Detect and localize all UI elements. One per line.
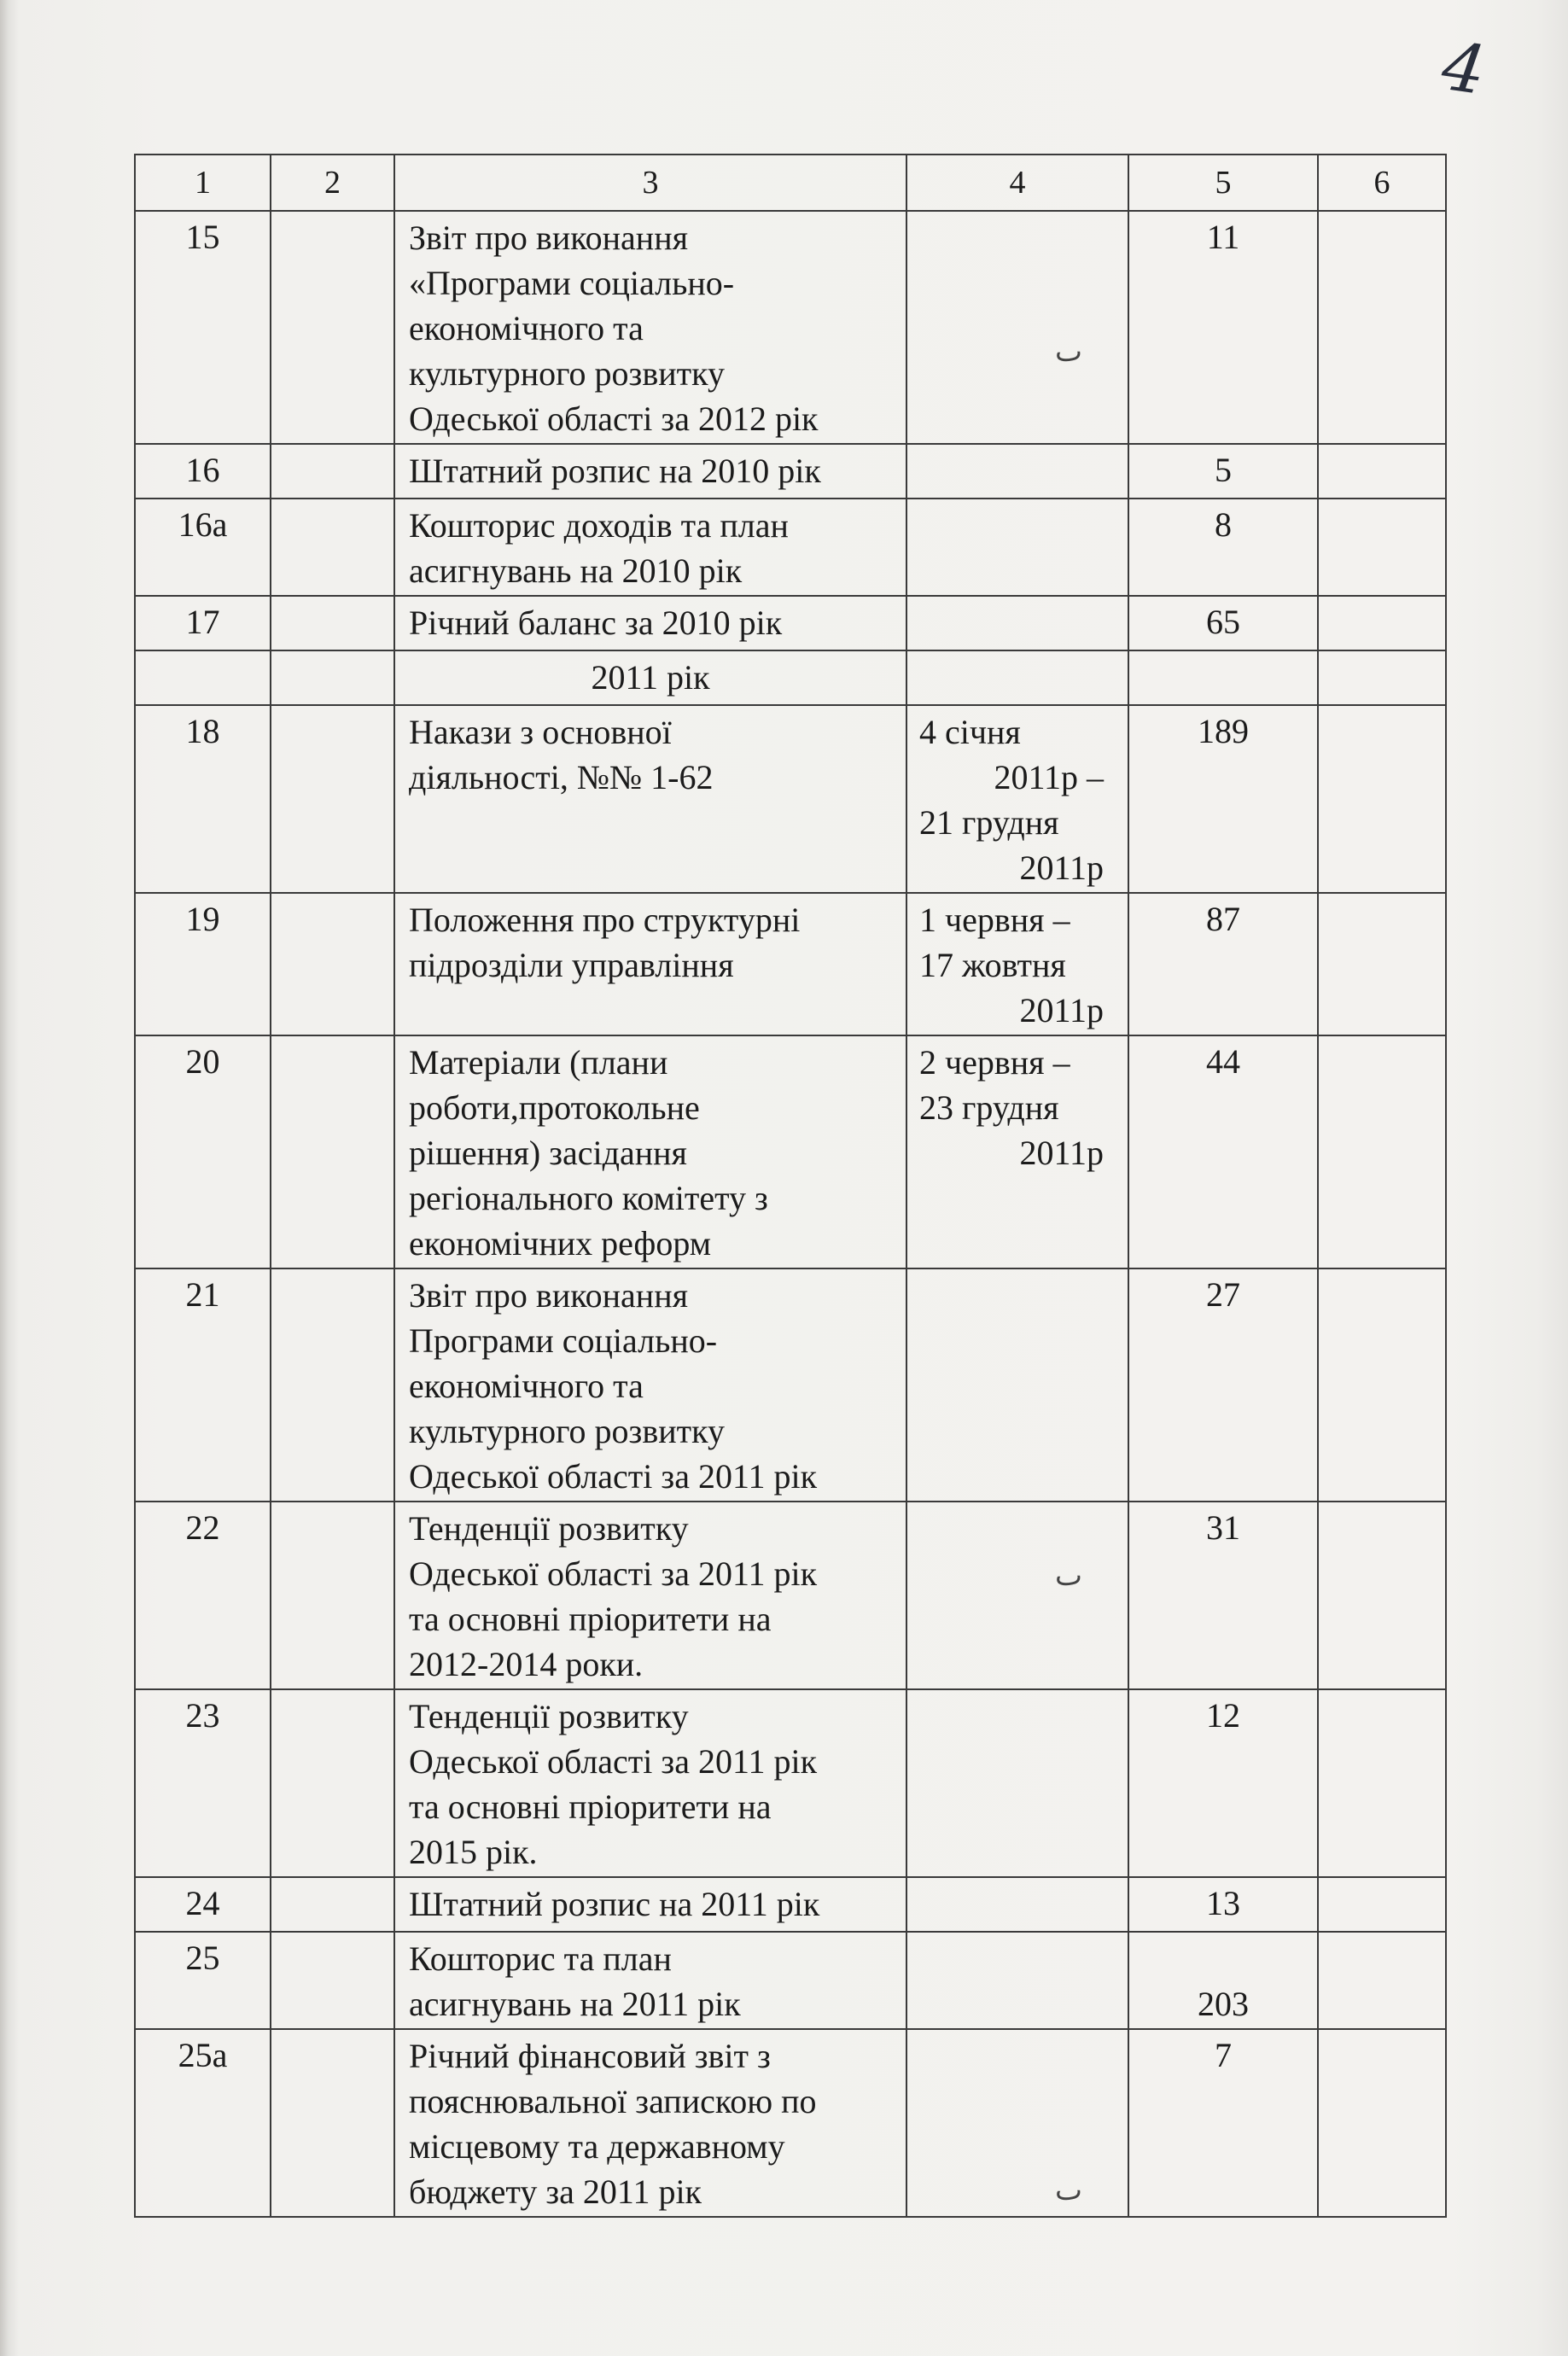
date-line: 2 червня – bbox=[919, 1043, 1070, 1082]
date-range bbox=[907, 1502, 1128, 1507]
index-cell bbox=[271, 650, 394, 705]
table-row bbox=[135, 1502, 1446, 1689]
dates-cell bbox=[906, 1877, 1128, 1932]
dates-cell bbox=[906, 444, 1128, 499]
sheet-count: 5 bbox=[1215, 451, 1232, 489]
row-number: 17 bbox=[185, 603, 220, 641]
row-number-cell bbox=[135, 1035, 271, 1268]
title-cell bbox=[394, 1268, 906, 1502]
header-cell-4: 4 bbox=[906, 155, 1128, 211]
notes-cell bbox=[1318, 1502, 1446, 1689]
date-range bbox=[907, 1036, 1128, 1177]
row-number bbox=[136, 651, 270, 655]
date-line: 2011р bbox=[1019, 991, 1104, 1029]
sheets-cell bbox=[1128, 1877, 1318, 1932]
year-section-heading: 2011 рік bbox=[591, 658, 710, 697]
table-header-row bbox=[135, 155, 1446, 211]
index-cell bbox=[271, 596, 394, 650]
date-range bbox=[907, 499, 1128, 504]
sheets-cell bbox=[1128, 1932, 1318, 2029]
sheets-cell bbox=[1128, 650, 1318, 705]
file-title: Річний фінансовий звіт з пояснювальної запискою по місцевому та державному бюджету за 2011 рік bbox=[409, 2037, 817, 2211]
sheets-cell bbox=[1128, 1502, 1318, 1689]
title-cell bbox=[394, 1689, 906, 1877]
table-row bbox=[135, 1035, 1446, 1268]
date-line: 2011р bbox=[1019, 849, 1104, 887]
handwritten-page-number: 4 bbox=[1437, 27, 1490, 111]
file-title: Штатний розпис на 2010 рік bbox=[409, 452, 821, 490]
row-number-cell bbox=[135, 444, 271, 499]
row-number: 16а bbox=[178, 505, 228, 544]
dates-cell bbox=[906, 1268, 1128, 1502]
dates-cell bbox=[906, 2029, 1128, 2217]
title-cell bbox=[394, 705, 906, 893]
file-title: Накази з основної діяльності, №№ 1-62 bbox=[409, 713, 714, 796]
row-number: 15 bbox=[185, 218, 220, 256]
title-cell bbox=[394, 499, 906, 596]
table-row bbox=[135, 650, 1446, 705]
notes-cell bbox=[1318, 1932, 1446, 2029]
date-line: 21 грудня bbox=[919, 803, 1059, 842]
table-row bbox=[135, 1877, 1446, 1932]
table-row bbox=[135, 2029, 1446, 2217]
check-mark-icon: ٮ bbox=[1055, 2173, 1083, 2207]
table-row bbox=[135, 1268, 1446, 1502]
sheet-count: 189 bbox=[1198, 712, 1249, 750]
sheet-count: 8 bbox=[1215, 505, 1232, 544]
dates-cell bbox=[906, 211, 1128, 444]
index-cell bbox=[271, 2029, 394, 2217]
row-number: 18 bbox=[185, 712, 220, 750]
dates-cell bbox=[906, 1689, 1128, 1877]
title-cell bbox=[394, 1035, 906, 1268]
index-cell bbox=[271, 211, 394, 444]
table-row bbox=[135, 211, 1446, 444]
file-title: Кошторис та план асигнувань на 2011 рік bbox=[409, 1939, 741, 2023]
row-number: 22 bbox=[185, 1508, 220, 1547]
notes-cell bbox=[1318, 1035, 1446, 1268]
date-line: 2011р bbox=[1019, 1134, 1104, 1172]
row-number: 16 bbox=[185, 451, 220, 489]
notes-cell bbox=[1318, 211, 1446, 444]
sheet-count: 13 bbox=[1206, 1884, 1240, 1922]
sheet-count: 44 bbox=[1206, 1042, 1240, 1081]
row-number-cell bbox=[135, 211, 271, 444]
title-cell bbox=[394, 1502, 906, 1689]
notes-cell bbox=[1318, 596, 1446, 650]
table-row bbox=[135, 893, 1446, 1035]
file-title: Тенденції розвитку Одеської області за 2011 рік та основні пріоритети на 2012-2014 роки. bbox=[409, 1509, 818, 1683]
file-title: Тенденції розвитку Одеської області за 2011 рік та основні пріоритети на 2015 рік. bbox=[409, 1697, 818, 1871]
dates-cell bbox=[906, 499, 1128, 596]
check-mark-icon: ٮ bbox=[1055, 335, 1083, 369]
date-range bbox=[907, 894, 1128, 1035]
dates-cell bbox=[906, 1035, 1128, 1268]
row-number-cell bbox=[135, 705, 271, 893]
row-number: 19 bbox=[185, 900, 220, 938]
title-cell bbox=[394, 1932, 906, 2029]
row-number-cell bbox=[135, 893, 271, 1035]
row-number-cell bbox=[135, 596, 271, 650]
row-number: 24 bbox=[185, 1884, 220, 1922]
title-cell bbox=[394, 893, 906, 1035]
inventory-table bbox=[134, 154, 1447, 2218]
row-number-cell bbox=[135, 1268, 271, 1502]
sheet-count: 31 bbox=[1206, 1508, 1240, 1547]
row-number: 23 bbox=[185, 1696, 220, 1735]
index-cell bbox=[271, 1877, 394, 1932]
title-cell bbox=[394, 650, 906, 705]
index-cell bbox=[271, 1932, 394, 2029]
notes-cell bbox=[1318, 893, 1446, 1035]
title-cell bbox=[394, 596, 906, 650]
sheet-count: 11 bbox=[1206, 218, 1240, 256]
sheets-cell bbox=[1128, 596, 1318, 650]
sheets-cell bbox=[1128, 1268, 1318, 1502]
sheets-cell bbox=[1128, 1689, 1318, 1877]
date-line: 1 червня – bbox=[919, 901, 1070, 939]
row-number-cell bbox=[135, 1877, 271, 1932]
index-cell bbox=[271, 1689, 394, 1877]
row-number-cell bbox=[135, 2029, 271, 2217]
dates-cell bbox=[906, 893, 1128, 1035]
date-range bbox=[907, 706, 1128, 892]
table-row bbox=[135, 1689, 1446, 1877]
dates-cell bbox=[906, 1932, 1128, 2029]
sheets-cell bbox=[1128, 444, 1318, 499]
table-row bbox=[135, 499, 1446, 596]
header-cell-3: 3 bbox=[394, 155, 906, 211]
notes-cell bbox=[1318, 444, 1446, 499]
notes-cell bbox=[1318, 2029, 1446, 2217]
table-row bbox=[135, 596, 1446, 650]
index-cell bbox=[271, 893, 394, 1035]
date-range bbox=[907, 212, 1128, 217]
table-row bbox=[135, 1932, 1446, 2029]
sheet-count: 12 bbox=[1206, 1696, 1240, 1735]
sheets-cell bbox=[1128, 705, 1318, 893]
row-number: 21 bbox=[185, 1275, 220, 1314]
date-range bbox=[907, 1690, 1128, 1695]
title-cell bbox=[394, 1877, 906, 1932]
notes-cell bbox=[1318, 650, 1446, 705]
table-row bbox=[135, 444, 1446, 499]
index-cell bbox=[271, 1268, 394, 1502]
table-row bbox=[135, 705, 1446, 893]
header-cell-1: 1 bbox=[135, 155, 271, 211]
row-number: 25 bbox=[185, 1939, 220, 1977]
row-number: 20 bbox=[185, 1042, 220, 1081]
sheets-cell bbox=[1128, 211, 1318, 444]
header-cell-5: 5 bbox=[1128, 155, 1318, 211]
sheets-cell bbox=[1128, 1035, 1318, 1268]
index-cell bbox=[271, 1502, 394, 1689]
date-line: 17 жовтня bbox=[919, 946, 1066, 984]
notes-cell bbox=[1318, 1877, 1446, 1932]
file-title: Річний баланс за 2010 рік bbox=[409, 604, 783, 642]
file-title: Кошторис доходів та план асигнувань на 2010 рік bbox=[409, 506, 789, 590]
row-number-cell bbox=[135, 1689, 271, 1877]
date-line: 23 грудня bbox=[919, 1088, 1059, 1127]
sheet-count: 7 bbox=[1215, 2036, 1232, 2074]
file-title: Матеріали (плани роботи,протокольне рішення) засідання регіонального комітету з економічних реформ bbox=[409, 1043, 768, 1263]
row-number: 25а bbox=[178, 2036, 228, 2074]
date-line: 2011р – bbox=[994, 758, 1104, 796]
dates-cell bbox=[906, 1502, 1128, 1689]
date-range bbox=[907, 651, 1128, 656]
sheets-cell bbox=[1128, 499, 1318, 596]
table-body bbox=[135, 211, 1446, 2217]
date-range bbox=[907, 2030, 1128, 2035]
file-title: Положення про структурні підрозділи управління bbox=[409, 901, 801, 984]
notes-cell bbox=[1318, 1268, 1446, 1502]
index-cell bbox=[271, 499, 394, 596]
header-cell-2: 2 bbox=[271, 155, 394, 211]
notes-cell bbox=[1318, 1689, 1446, 1877]
sheet-count: 203 bbox=[1198, 1985, 1249, 2023]
file-title: Звіт про виконання «Програми соціально- економічного та культурного розвитку Одеської області за 2012 рік bbox=[409, 219, 819, 438]
title-cell bbox=[394, 211, 906, 444]
dates-cell bbox=[906, 650, 1128, 705]
sheets-cell bbox=[1128, 893, 1318, 1035]
notes-cell bbox=[1318, 499, 1446, 596]
check-mark-icon: ٮ bbox=[1055, 1559, 1083, 1593]
sheets-cell bbox=[1128, 2029, 1318, 2217]
sheet-count bbox=[1129, 651, 1317, 655]
date-range bbox=[907, 597, 1128, 602]
file-title: Звіт про виконання Програми соціально- економічного та культурного розвитку Одеської області за 2011 рік bbox=[409, 1276, 818, 1496]
title-cell bbox=[394, 2029, 906, 2217]
row-number-cell bbox=[135, 499, 271, 596]
date-range bbox=[907, 1269, 1128, 1274]
row-number-cell bbox=[135, 1932, 271, 2029]
date-line: 4 січня bbox=[919, 713, 1021, 751]
dates-cell bbox=[906, 596, 1128, 650]
sheet-count: 65 bbox=[1206, 603, 1240, 641]
date-range bbox=[907, 445, 1128, 450]
index-cell bbox=[271, 1035, 394, 1268]
header-cell-6: 6 bbox=[1318, 155, 1446, 211]
index-cell bbox=[271, 444, 394, 499]
index-cell bbox=[271, 705, 394, 893]
date-range bbox=[907, 1933, 1128, 1938]
file-title: Штатний розпис на 2011 рік bbox=[409, 1885, 820, 1923]
row-number-cell bbox=[135, 1502, 271, 1689]
sheet-count: 27 bbox=[1206, 1275, 1240, 1314]
dates-cell bbox=[906, 705, 1128, 893]
title-cell bbox=[394, 444, 906, 499]
sheet-count: 87 bbox=[1206, 900, 1240, 938]
row-number-cell bbox=[135, 650, 271, 705]
date-range bbox=[907, 1878, 1128, 1883]
notes-cell bbox=[1318, 705, 1446, 893]
